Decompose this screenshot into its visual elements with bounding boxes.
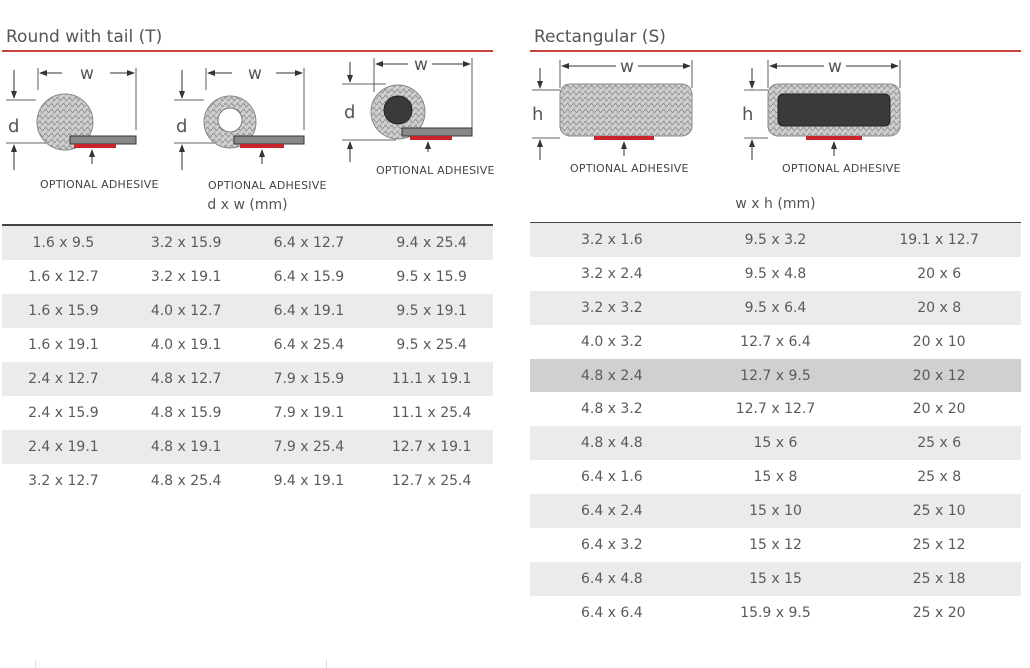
table-row bbox=[530, 426, 1021, 460]
table-row bbox=[530, 494, 1021, 528]
adhesive-label: OPTIONAL ADHESIVE bbox=[40, 178, 159, 191]
size-cell: 6.4 x 3.2 bbox=[580, 536, 643, 553]
size-cell: 11.1 x 19.1 bbox=[370, 362, 493, 396]
size-cell: 25 x 6 bbox=[857, 426, 1021, 460]
diagram-rect-solid bbox=[530, 57, 730, 190]
size-cell: 20 x 6 bbox=[917, 265, 962, 282]
size-cell: 7.9 x 15.9 bbox=[248, 362, 371, 396]
table-row bbox=[530, 596, 1021, 630]
dim-label-w: w bbox=[414, 55, 428, 75]
section-title-rectangular: Rectangular (S) bbox=[530, 0, 1021, 52]
size-cell: 9.5 x 6.4 bbox=[694, 291, 858, 325]
size-cell: 9.5 x 4.8 bbox=[744, 265, 807, 282]
size-cell: 2.4 x 12.7 bbox=[2, 362, 125, 396]
rect-sizes-body bbox=[530, 223, 1021, 630]
dim-label-h: h bbox=[742, 104, 754, 125]
table-row bbox=[2, 294, 493, 328]
dims-caption-round: d x w (mm) bbox=[207, 197, 288, 213]
table-row bbox=[530, 392, 1021, 426]
size-cell: 3.2 x 1.6 bbox=[530, 223, 694, 257]
table-row bbox=[530, 257, 1021, 291]
size-cell: 25 x 8 bbox=[917, 469, 962, 486]
size-cell: 9.5 x 15.9 bbox=[396, 269, 467, 285]
dim-label-w: w bbox=[80, 64, 94, 84]
dim-label-d: d bbox=[344, 102, 356, 123]
size-cell: 12.7 x 19.1 bbox=[370, 430, 493, 464]
size-cell: 4.8 x 19.1 bbox=[125, 430, 248, 464]
size-cell: 1.6 x 12.7 bbox=[28, 269, 99, 285]
table-row bbox=[2, 464, 493, 498]
table-row bbox=[2, 396, 493, 430]
size-cell: 4.8 x 15.9 bbox=[150, 405, 222, 421]
size-cell: 4.8 x 2.4 bbox=[530, 359, 694, 393]
size-cell: 12.7 x 6.4 bbox=[740, 333, 811, 350]
table-row bbox=[2, 328, 493, 362]
size-cell: 4.8 x 4.8 bbox=[530, 426, 694, 460]
size-cell: 3.2 x 2.4 bbox=[580, 265, 643, 282]
size-cell: 12.7 x 12.7 bbox=[735, 401, 816, 418]
size-cell: 4.8 x 3.2 bbox=[580, 401, 643, 418]
size-cell: 4.8 x 25.4 bbox=[150, 473, 222, 489]
size-cell: 25 x 18 bbox=[857, 562, 1021, 596]
dim-label-w: w bbox=[248, 64, 262, 84]
table-row bbox=[530, 291, 1021, 325]
size-cell: 1.6 x 15.9 bbox=[2, 294, 125, 328]
size-cell: 6.4 x 1.6 bbox=[580, 469, 643, 486]
diagram-round-core bbox=[336, 52, 496, 182]
table-row bbox=[2, 430, 493, 464]
table-row bbox=[530, 223, 1021, 257]
diagram-round-hollow bbox=[170, 60, 330, 190]
size-cell: 7.9 x 25.4 bbox=[248, 430, 371, 464]
size-cell: 9.4 x 19.1 bbox=[273, 473, 345, 489]
size-cell: 20 x 12 bbox=[857, 359, 1021, 393]
table-row bbox=[2, 362, 493, 396]
round-sizes-body bbox=[2, 226, 493, 498]
size-cell: 6.4 x 25.4 bbox=[273, 337, 345, 353]
size-cell: 7.9 x 19.1 bbox=[273, 405, 345, 421]
size-cell: 2.4 x 15.9 bbox=[28, 405, 99, 421]
size-cell: 12.7 x 25.4 bbox=[391, 473, 472, 489]
dims-caption-rect: w x h (mm) bbox=[735, 196, 816, 212]
size-cell: 3.2 x 19.1 bbox=[150, 269, 222, 285]
adhesive-label: OPTIONAL ADHESIVE bbox=[782, 162, 901, 175]
size-cell: 15 x 8 bbox=[753, 469, 798, 486]
size-cell: 6.4 x 19.1 bbox=[248, 294, 371, 328]
dim-label-w: w bbox=[620, 57, 634, 77]
size-cell: 9.5 x 25.4 bbox=[396, 337, 467, 353]
size-cell: 6.4 x 6.4 bbox=[580, 604, 643, 621]
table-row bbox=[530, 562, 1021, 596]
adhesive-label: OPTIONAL ADHESIVE bbox=[570, 162, 689, 175]
bottom-divider-tick bbox=[326, 660, 327, 668]
adhesive-label: OPTIONAL ADHESIVE bbox=[376, 164, 495, 177]
rectangular-section bbox=[530, 0, 1021, 621]
size-cell: 20 x 8 bbox=[857, 291, 1021, 325]
size-cell: 6.4 x 12.7 bbox=[248, 226, 371, 260]
table-row bbox=[2, 226, 493, 260]
size-cell: 9.5 x 3.2 bbox=[694, 223, 858, 257]
adhesive-label: OPTIONAL ADHESIVE bbox=[208, 179, 327, 192]
size-cell: 15 x 12 bbox=[749, 536, 802, 553]
size-cell: 25 x 10 bbox=[857, 494, 1021, 528]
rect-diagrams bbox=[530, 52, 1021, 212]
size-cell: 3.2 x 12.7 bbox=[28, 473, 99, 489]
size-cell: 11.1 x 25.4 bbox=[391, 405, 472, 421]
round-diagrams bbox=[2, 52, 495, 213]
size-cell: 20 x 10 bbox=[912, 333, 966, 350]
size-cell: 20 x 20 bbox=[912, 401, 966, 418]
table-row bbox=[530, 528, 1021, 562]
round-with-tail-section bbox=[2, 0, 495, 489]
size-cell: 6.4 x 2.4 bbox=[530, 494, 694, 528]
size-cell: 3.2 x 3.2 bbox=[530, 291, 694, 325]
section-title-round: Round with tail (T) bbox=[2, 0, 493, 52]
table-row bbox=[2, 260, 493, 294]
size-cell: 3.2 x 15.9 bbox=[125, 226, 248, 260]
size-cell: 2.4 x 19.1 bbox=[2, 430, 125, 464]
round-sizes-table bbox=[2, 224, 493, 498]
size-cell: 15 x 6 bbox=[694, 426, 858, 460]
size-cell: 1.6 x 19.1 bbox=[28, 337, 99, 353]
size-cell: 12.7 x 9.5 bbox=[694, 359, 858, 393]
diagram-rect-core bbox=[736, 57, 936, 190]
size-cell: 15 x 15 bbox=[694, 562, 858, 596]
size-cell: 9.5 x 19.1 bbox=[370, 294, 493, 328]
size-cell: 4.0 x 19.1 bbox=[150, 337, 222, 353]
size-cell: 25 x 20 bbox=[912, 604, 966, 621]
rect-sizes-table bbox=[530, 222, 1021, 630]
dim-label-h: h bbox=[532, 104, 544, 125]
size-cell: 15.9 x 9.5 bbox=[740, 604, 811, 621]
table-row bbox=[530, 460, 1021, 494]
size-cell: 6.4 x 4.8 bbox=[530, 562, 694, 596]
size-cell: 6.4 x 15.9 bbox=[273, 269, 345, 285]
size-cell: 25 x 12 bbox=[912, 536, 966, 553]
size-cell: 4.0 x 12.7 bbox=[125, 294, 248, 328]
bottom-divider-tick bbox=[35, 660, 36, 668]
size-cell: 9.4 x 25.4 bbox=[370, 226, 493, 260]
size-cell: 4.8 x 12.7 bbox=[125, 362, 248, 396]
dim-label-w: w bbox=[828, 57, 842, 77]
table-row bbox=[530, 325, 1021, 359]
diagram-round-solid bbox=[2, 60, 162, 190]
dim-label-d: d bbox=[8, 116, 20, 137]
dim-label-d: d bbox=[176, 116, 188, 137]
size-cell: 19.1 x 12.7 bbox=[857, 223, 1021, 257]
size-cell: 4.0 x 3.2 bbox=[580, 333, 643, 350]
table-row bbox=[530, 359, 1021, 393]
size-cell: 1.6 x 9.5 bbox=[2, 226, 125, 260]
size-cell: 15 x 10 bbox=[694, 494, 858, 528]
